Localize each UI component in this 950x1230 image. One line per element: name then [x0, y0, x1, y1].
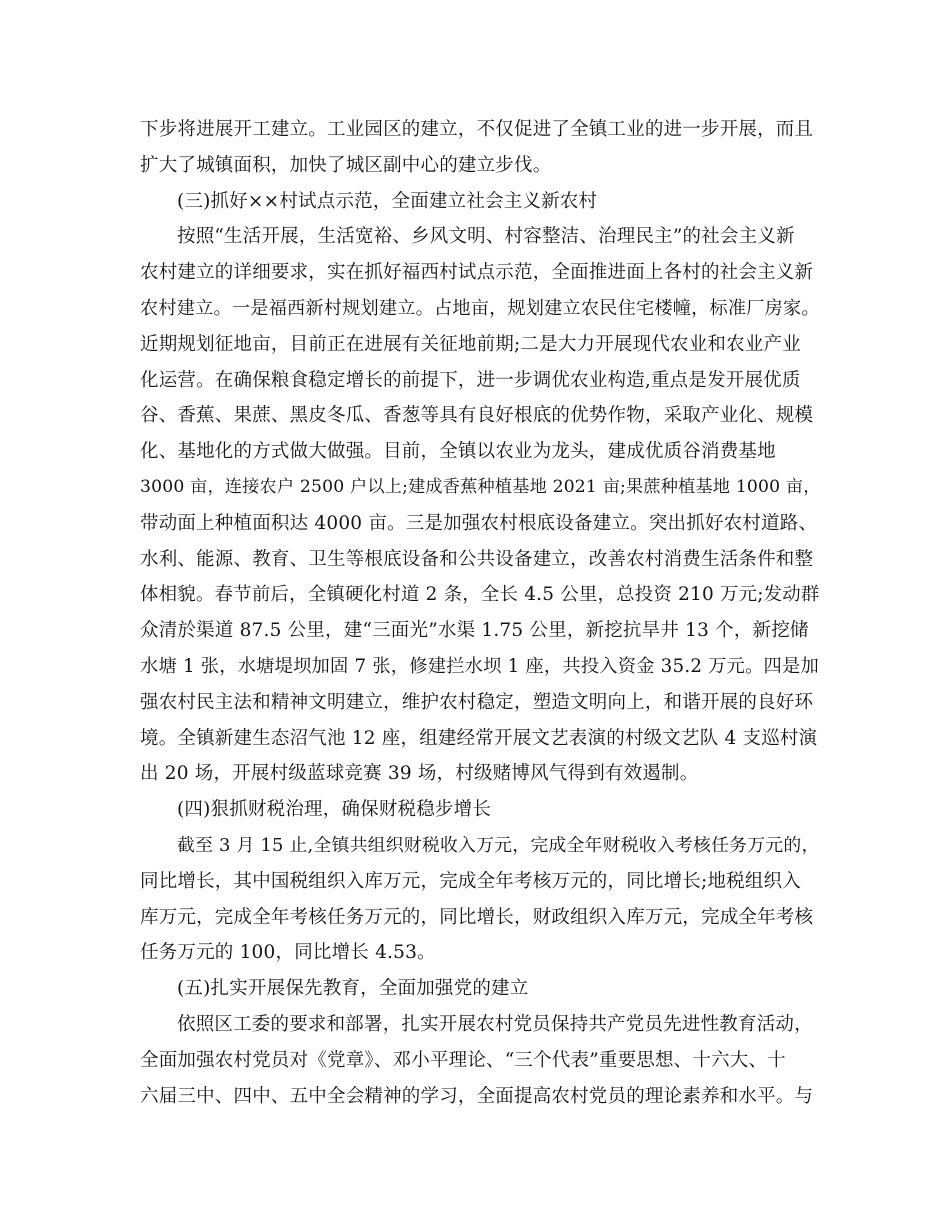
- text-line: 出 20 场，开展村级蓝球竞赛 39 场，村级赌博风气得到有效遏制。: [140, 763, 699, 785]
- section-heading: (四)狠抓财税治理，确保财税稳步增长: [177, 799, 492, 821]
- text-line: 同比增长，其中国税组织入库万元，完成全年考核万元的，同比增长;地税组织入: [140, 870, 801, 892]
- text-line: 境。全镇新建生态沼气池 12 座，组建经常开展文艺表演的村级文艺队 4 支巡村演: [140, 727, 818, 749]
- text-line: 谷、香蕉、果蔗、黑皮冬瓜、香葱等具有良好根底的优势作物，采取产业化、规模: [140, 405, 814, 427]
- text-line: 六届三中、四中、五中全会精神的学习，全面提高农村党员的理论素养和水平。与: [140, 1085, 814, 1107]
- text-line: 全面加强农村党员对《党章》、邓小平理论、“三个代表”重要思想、十六大、十: [140, 1049, 786, 1071]
- text-line: 带动面上种植面积达 4000 亩。三是加强农村根底设备建立。突出抓好农村道路、: [140, 512, 818, 534]
- section-heading: (五)扎实开展保先教育，全面加强党的建立: [177, 978, 529, 1000]
- document-body: [140, 112, 820, 1114]
- text-line: 化运营。在确保粮食稳定增长的前提下，进一步调优农业构造,重点是发开展优质: [140, 369, 801, 391]
- text-line: 下步将进展开工建立。工业园区的建立，不仅促进了全镇工业的进一步开展，而且: [140, 119, 814, 140]
- paragraph-start: 按照“生活开展，生活宽裕、乡风文明、村容整洁、治理民主”的社会主义新: [177, 226, 795, 248]
- text-line: 体相貌。春节前后，全镇硬化村道 2 条，全长 4.5 公里，总投资 210 万元;发动群: [140, 584, 820, 606]
- text-line: 近期规划征地亩，目前正在进展有关征地前期;二是大力开展现代农业和农业产业: [140, 333, 801, 355]
- paragraph-start: 依照区工委的要求和部署，扎实开展农村党员保持共产党员先进性教育活动，: [177, 1013, 813, 1035]
- paragraph-start: 截至 3 月 15 止,全镇共组织财税收入万元，完成全年财税收入考核任务万元的，: [177, 834, 820, 856]
- text-line: 3000 亩，连接农户 2500 户以上;建成香蕉种植基地 2021 亩;果蔗种植基地 1000 亩，: [140, 476, 821, 497]
- text-line: 扩大了城镇面积，加快了城区副中心的建立步伐。: [140, 154, 552, 176]
- text-line: 任务万元的 100，同比增长 4.53。: [140, 942, 436, 964]
- text-line: 农村建立的详细要求，实在抓好福西村试点示范，全面推进面上各村的社会主义新: [140, 262, 814, 284]
- text-line: 化、基地化的方式做大做强。目前，全镇以农业为龙头，建成优质谷消费基地: [140, 441, 776, 463]
- text-line: 强农村民主法和精神文明建立，维护农村稳定，塑造文明向上，和谐开展的良好环: [140, 691, 814, 713]
- text-line: 水塘 1 张，水塘堤坝加固 7 张，修建拦水坝 1 座，共投入资金 35.2 万元。四是加: [140, 655, 819, 677]
- text-line: 农村建立。一是福西新村规划建立。占地亩，规划建立农民住宅楼幢，标准厂房家。: [140, 297, 820, 319]
- text-line: 水利、能源、教育、卫生等根底设备和公共设备建立，改善农村消费生活条件和整: [140, 548, 814, 570]
- text-line: 众清於渠道 87.5 公里，建“三面光”水渠 1.75 公里，新挖抗旱井 13 个，新挖储: [140, 620, 809, 642]
- section-heading: (三)抓好××村试点示范，全面建立社会主义新农村: [177, 190, 598, 212]
- text-line: 库万元，完成全年考核任务万元的，同比增长，财政组织入库万元，完成全年考核: [140, 906, 814, 928]
